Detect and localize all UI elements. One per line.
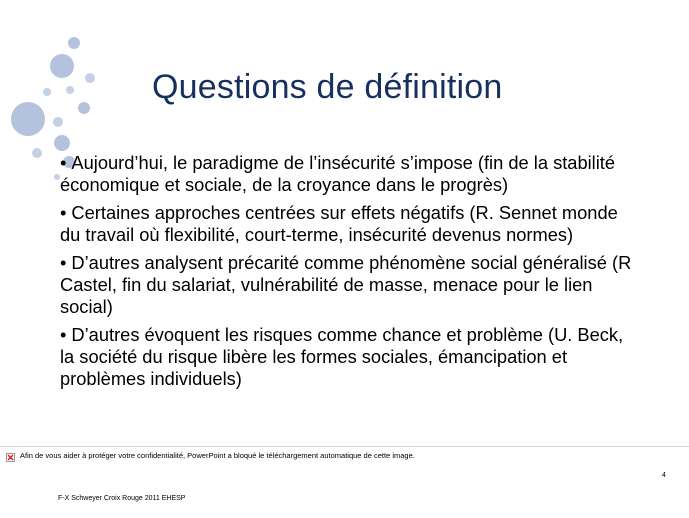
bullet-item bbox=[60, 324, 640, 390]
bullet-text: Aujourd’hui, le paradigme de l’insécurité s’impose (fin de la stabilité économique et sociale, de la croyance dans le progrès) bbox=[60, 152, 616, 195]
bullet-item bbox=[60, 152, 640, 196]
bullet-item bbox=[60, 252, 640, 318]
bullet-list bbox=[60, 152, 640, 396]
bullet-text: D’autres analysent précarité comme phénomène social généralisé (R Castel, fin du salariat, vulnérabilité de masse, menace pour le lien social) bbox=[60, 252, 632, 317]
page-number: 4 bbox=[662, 472, 666, 479]
bullet-symbol: • bbox=[60, 252, 67, 273]
bullet-text: D’autres évoquent les risques comme chance et problème (U. Beck, la société du risque libère les formes sociales, émancipation et problèmes individuels) bbox=[60, 324, 624, 389]
bullet-symbol: • bbox=[60, 202, 67, 223]
bullet-symbol: • bbox=[60, 152, 67, 173]
blocked-image-icon bbox=[6, 453, 15, 462]
slide-footer: F-X Schweyer Croix Rouge 2011 EHESP bbox=[58, 495, 186, 502]
blocked-image-placeholder bbox=[0, 446, 689, 518]
slide-title: Questions de définition bbox=[152, 68, 503, 106]
bullet-symbol: • bbox=[60, 324, 67, 345]
bullet-item bbox=[60, 202, 640, 246]
blocked-image-message: Afin de vous aider à protéger votre confidentialité, PowerPoint a bloqué le téléchargement automatique de cette image. bbox=[20, 451, 415, 460]
bullet-text: Certaines approches centrées sur effets négatifs (R. Sennet monde du travail où flexibilité, court-terme, insécurité devenus normes) bbox=[60, 202, 618, 245]
